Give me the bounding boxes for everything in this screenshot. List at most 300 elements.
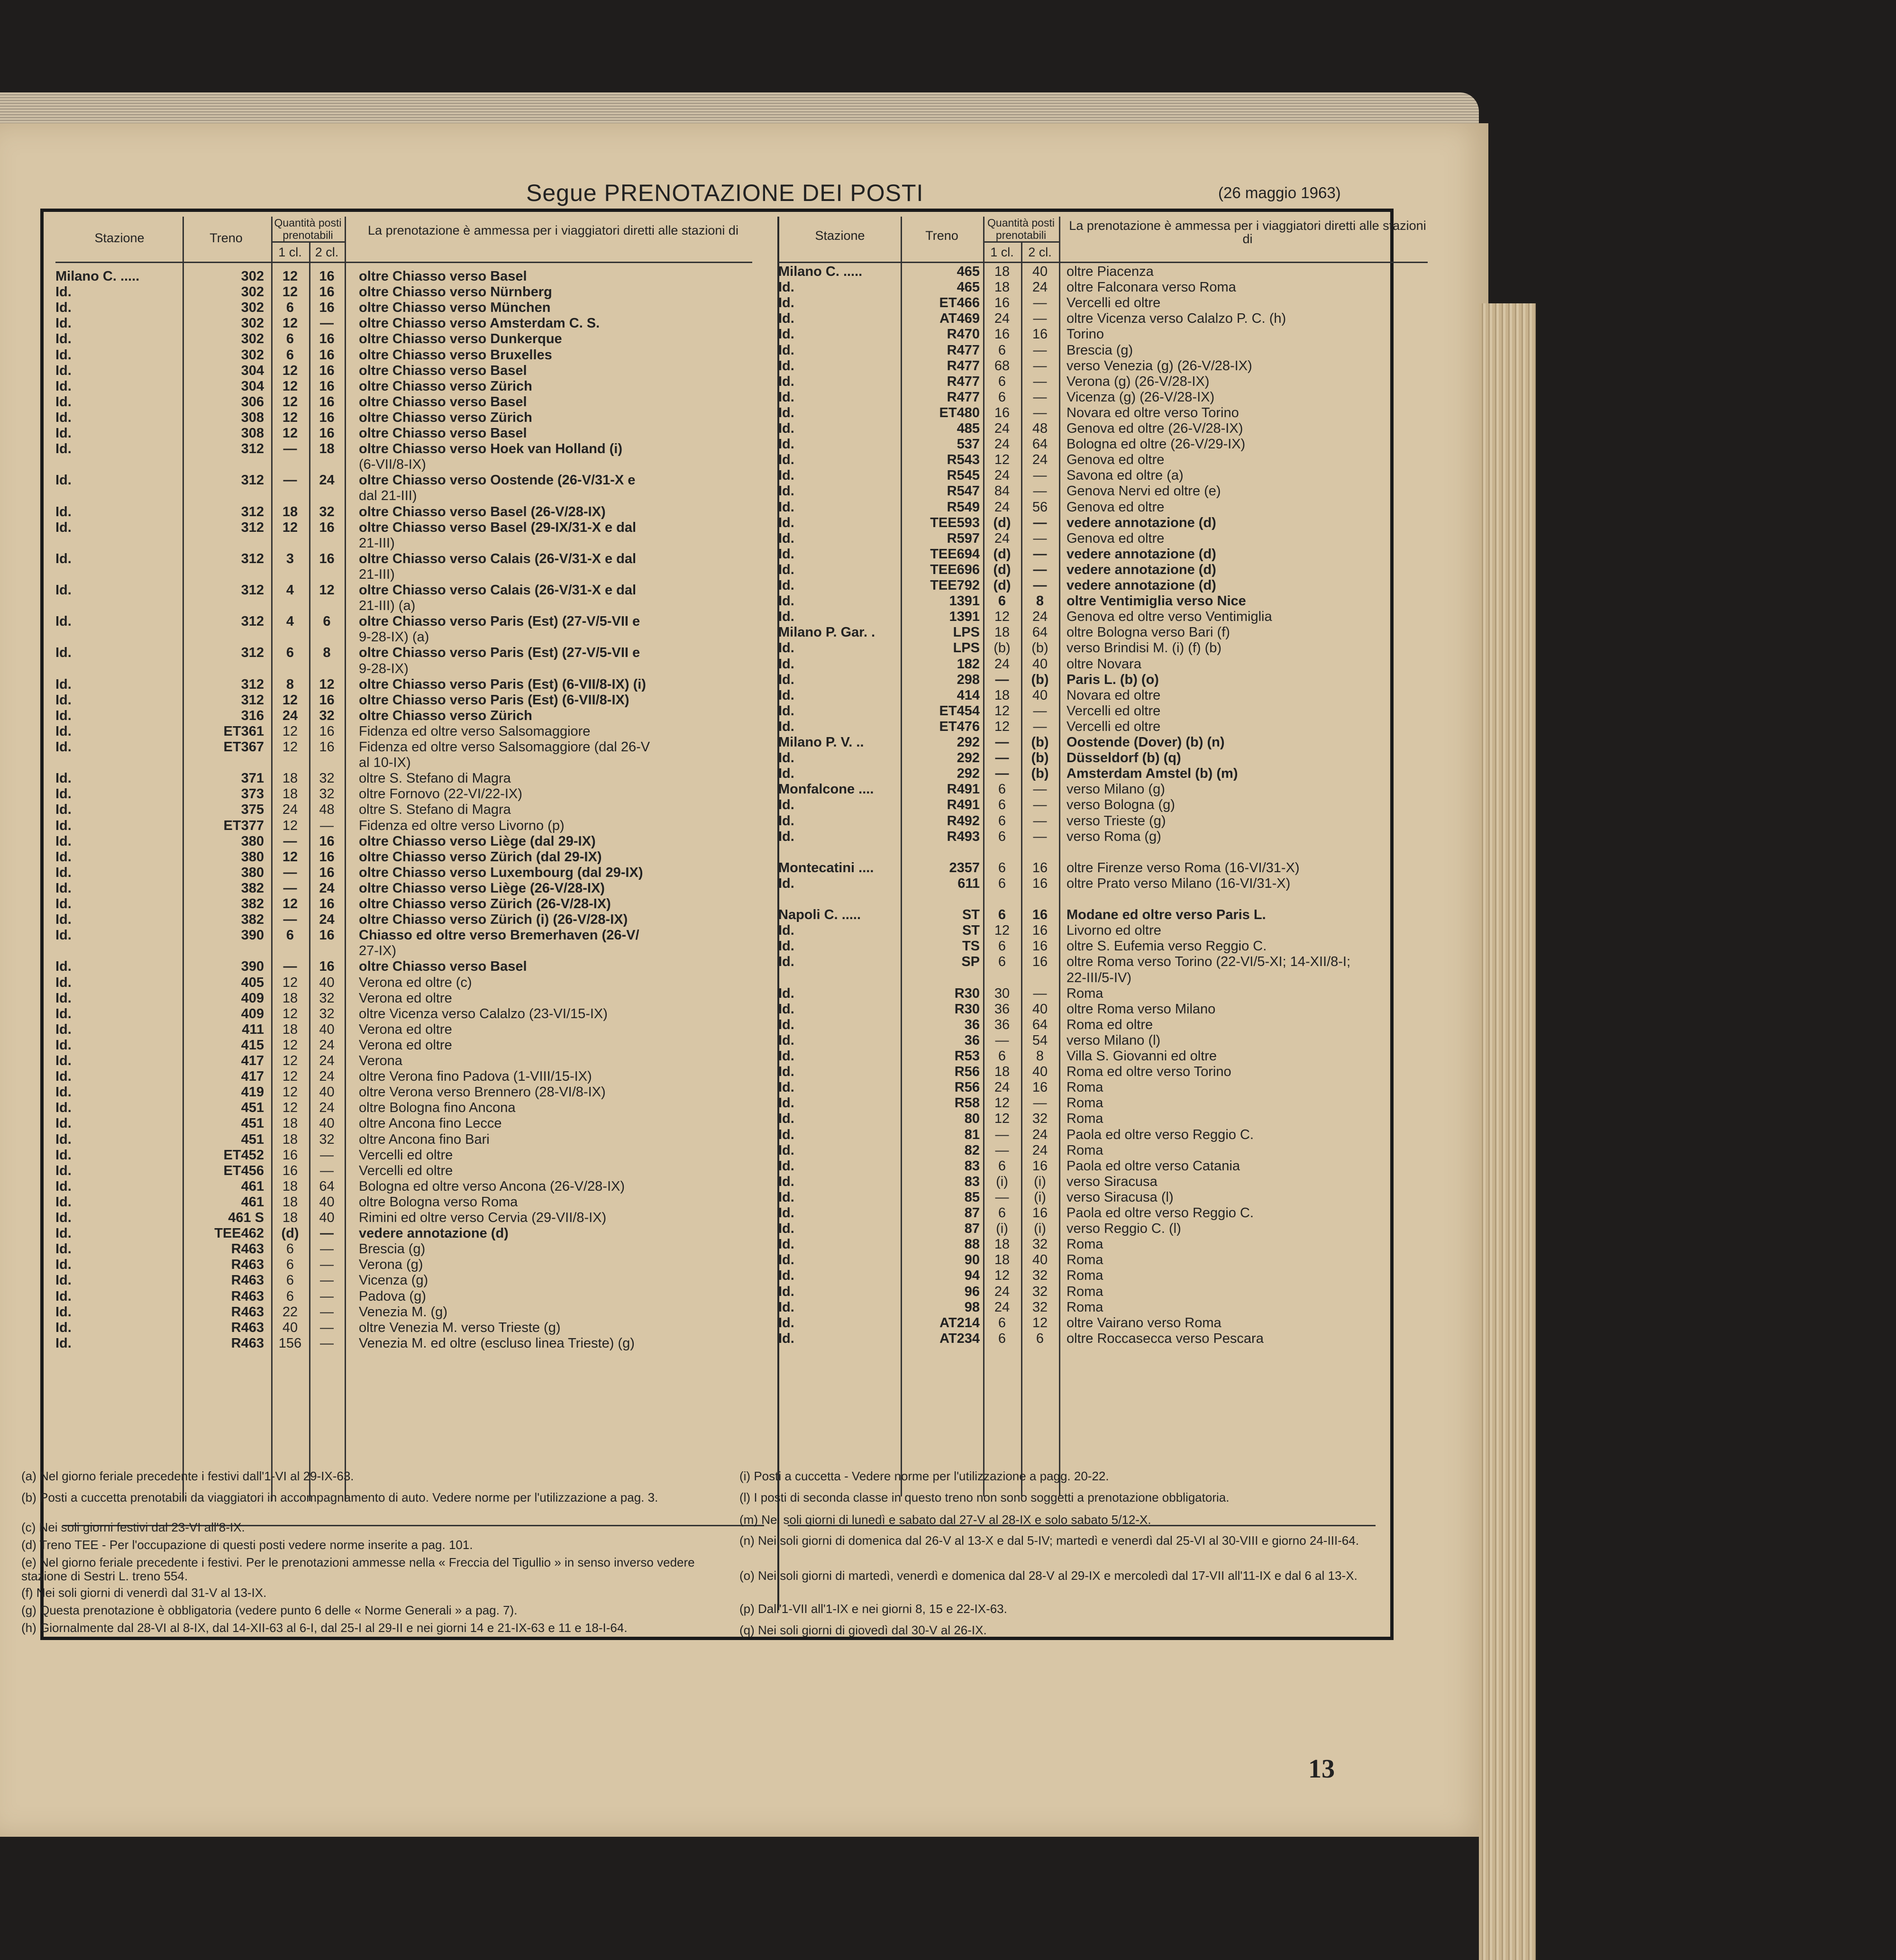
class2-cell: 48 [1032,421,1048,436]
destination-cell: oltre Chiasso verso Basel (26-V/28-IX) [359,504,606,520]
train-cell: SP [961,954,980,970]
destination-cell: Novara ed oltre [1066,687,1161,703]
class2-cell: (b) [1031,766,1049,782]
class1-cell: 12 [994,719,1010,734]
destination-cell: Fidenza ed oltre verso Livorno (p) [359,818,565,833]
class1-cell: 12 [994,1095,1010,1111]
footnote: (f) Nei soli giorni di venerdì dal 31-V al 13-IX. [21,1586,267,1600]
destination-cell: verso Trieste (g) [1066,813,1166,829]
class1-cell: 18 [282,786,298,802]
class2-cell: 16 [1032,923,1048,939]
reservation-table-frame [40,209,1426,1640]
class1-cell: 18 [994,687,1010,703]
class2-cell: — [1033,797,1047,813]
class1-cell: — [283,833,297,849]
destination-cell: Novara ed oltre verso Torino [1066,405,1239,420]
destination-cell: Verona ed oltre [359,1037,452,1053]
station-cell: Id. [778,311,794,327]
station-cell: Id. [55,1037,72,1053]
destination-cell: verso Roma (g) [1066,829,1161,844]
class1-cell: 24 [282,708,298,723]
class2-cell: 32 [319,504,335,520]
class1-cell: 6 [998,1205,1006,1221]
class1-cell: 6 [286,1288,294,1304]
class2-cell: — [1033,483,1047,499]
train-cell: 390 [241,928,264,943]
train-cell: R547 [947,483,980,499]
class2-cell: 16 [319,739,335,755]
destination-cell: oltre Ancona fino Bari [359,1131,490,1147]
station-cell: Id. [55,1304,72,1320]
class2-cell: 16 [319,300,335,316]
train-cell: 316 [241,708,264,723]
footnote: (b) Posti a cuccetta prenotabili da viaggiatori in accompagnamento di auto. Vedere norme per l'utilizzazione a pag. 3. [21,1490,658,1504]
destination-cell: oltre Vairano verso Roma [1066,1315,1221,1331]
station-cell: Id. [778,656,794,672]
station-cell: Id. [778,562,794,577]
header-admission: La prenotazione è ammessa per i viaggiatori diretti alle stazioni di [1069,219,1426,246]
class1-cell: (d) [993,562,1011,577]
header-station: Stazione [94,231,145,245]
class1-cell: 12 [282,269,298,284]
class1-cell: 18 [282,1210,298,1225]
station-cell: Id. [778,750,794,766]
station-cell: Id. [778,1221,794,1237]
class1-cell: 12 [282,394,298,410]
destination-cell: Modane ed oltre verso Paris L. [1066,907,1266,923]
destination-cell: oltre Roma verso Torino (22-VI/5-XI; 14-XII/8-I; [1066,954,1351,970]
class1-cell: 4 [286,614,294,629]
destination-cell: Roma [1066,1299,1103,1315]
destination-cell: Roma ed oltre verso Torino [1066,1064,1231,1080]
class1-cell: 18 [282,504,298,520]
class1-cell: 18 [282,1194,298,1210]
class2-cell: 40 [1032,656,1048,672]
class1-cell: 18 [282,1116,298,1131]
page-fore-edge [1479,303,1536,1960]
destination-cell: Genova ed oltre [1066,452,1165,468]
station-cell: Milano C. ..... [55,269,140,284]
destination-cell: oltre Chiasso verso Hoek van Holland (i) [359,441,622,457]
class2-cell: 6 [323,614,331,629]
station-cell: Id. [778,1315,794,1331]
class1-cell: 24 [994,437,1010,452]
class2-cell: 40 [319,1210,335,1225]
class1-cell: (d) [993,578,1011,593]
class1-cell: 6 [286,928,294,943]
station-cell: Id. [55,410,72,425]
class2-cell: — [1033,703,1047,719]
train-cell: 80 [964,1111,980,1127]
footnote: (d) Treno TEE - Per l'occupazione di questi posti vedere norme inserite a pag. 101. [21,1538,473,1552]
train-cell: 417 [241,1053,264,1068]
train-cell: 302 [241,316,264,331]
class2-cell: — [320,1273,334,1288]
destination-cell: oltre Chiasso verso Basel [359,426,527,441]
footnote: (n) Nei soli giorni di domenica dal 26-V al 13-X e dal 5-IV; martedì e venerdì dal 25-VI al 30-VIII e giorno 24-III-64. [739,1533,1359,1548]
destination-cell: Verona ed oltre (c) [359,975,472,990]
class2-cell: 32 [1032,1237,1048,1252]
destination-cell: oltre Chiasso verso München [359,300,551,316]
class2-cell: 24 [1032,452,1048,468]
class1-cell: 12 [282,410,298,425]
class2-cell: 40 [319,1116,335,1131]
destination-cell: Roma [1066,1095,1103,1111]
class2-cell: — [320,1257,334,1273]
station-cell: Id. [55,802,72,818]
class1-cell: 12 [994,1111,1010,1127]
destination-cell: oltre Bologna fino Ancona [359,1100,516,1116]
destination-cell: oltre Chiasso verso Zürich (dal 29-IX) [359,849,602,865]
train-cell: 36 [964,1032,980,1048]
train-cell: 380 [241,865,264,880]
destination-cell: oltre Chiasso verso Calais (26-V/31-X e dal [359,551,637,566]
destination-cell: vedere annotazione (d) [1066,546,1216,562]
class1-cell: 22 [282,1304,298,1320]
class2-cell: (i) [1034,1221,1046,1237]
station-cell: Id. [55,1069,72,1085]
destination-cell: 9-28-IX) (a) [359,629,429,645]
train-cell: ST [962,923,980,939]
class2-cell: — [320,1226,334,1241]
station-cell: Id. [778,593,794,609]
train-cell: 485 [957,421,980,436]
destination-cell: oltre Chiasso verso Dunkerque [359,331,562,347]
page-title: Segue PRENOTAZIONE DEI POSTI [526,180,924,206]
class1-cell: 12 [282,896,298,912]
class2-cell: — [320,316,334,331]
class1-cell: 24 [994,1080,1010,1095]
class1-cell: — [283,959,297,975]
destination-cell: Vicenza (g) (26-V/28-IX) [1066,389,1215,405]
station-cell: Id. [55,896,72,912]
header-class1: 1 cl. [990,245,1014,259]
station-cell: Id. [778,609,794,625]
class1-cell: 6 [286,347,294,363]
train-cell: R493 [947,829,980,844]
station-cell: Id. [778,483,794,499]
destination-cell: oltre Venezia M. verso Trieste (g) [359,1320,561,1335]
class2-cell: — [1033,342,1047,358]
station-cell: Id. [55,1116,72,1131]
destination-cell: oltre Chiasso verso Liège (26-V/28-IX) [359,880,605,896]
class2-cell: 40 [319,975,335,990]
class2-cell: 24 [319,473,335,488]
destination-cell: oltre Ventimiglia verso Nice [1066,593,1246,609]
train-cell: 465 [957,280,980,295]
class2-cell: 16 [319,928,335,943]
train-cell: 390 [241,959,264,975]
destination-cell: 9-28-IX) [359,661,409,676]
class1-cell: 40 [282,1320,298,1335]
station-cell: Id. [778,1284,794,1299]
train-cell: R463 [231,1288,264,1304]
class2-cell: 32 [319,1131,335,1147]
class2-cell: 24 [319,1053,335,1068]
train-cell: 83 [964,1158,980,1174]
class2-cell: 40 [1032,1001,1048,1017]
class1-cell: 6 [998,829,1006,844]
destination-cell: 27-IX) [359,943,396,959]
station-cell: Id. [778,437,794,452]
class2-cell: 48 [319,802,335,818]
destination-cell: oltre Chiasso verso Calais (26-V/31-X e dal [359,583,637,598]
station-cell: Id. [55,990,72,1006]
train-cell: R545 [947,468,980,483]
destination-cell: Vercelli ed oltre [1066,295,1161,311]
station-cell: Id. [778,640,794,656]
train-cell: 87 [964,1205,980,1221]
train-cell: 371 [241,771,264,786]
train-cell: 312 [241,583,264,598]
train-cell: TEE462 [214,1226,264,1241]
class2-cell: — [1033,546,1047,562]
train-cell: 405 [241,975,264,990]
destination-cell: Fidenza ed oltre verso Salsomaggiore [359,723,591,739]
destination-cell: oltre Chiasso verso Bruxelles [359,347,552,363]
class2-cell: 16 [319,347,335,363]
class2-cell: — [320,1241,334,1257]
class2-cell: 24 [319,1100,335,1116]
train-cell: ET466 [939,295,980,311]
class1-cell: 12 [282,316,298,331]
station-cell: Id. [55,1021,72,1037]
class2-cell: 12 [319,583,335,598]
class2-cell: — [1033,578,1047,593]
class2-cell: (b) [1031,735,1049,750]
destination-cell: Verona (g) [359,1257,423,1273]
destination-cell: oltre Chiasso verso Zürich [359,378,532,394]
destination-cell: oltre Chiasso verso Basel [359,363,527,378]
station-cell: Id. [55,1178,72,1194]
station-cell: Id. [55,1100,72,1116]
destination-cell: Savona ed oltre (a) [1066,468,1184,483]
train-cell: R477 [947,342,980,358]
destination-cell: Verona [359,1053,402,1068]
class1-cell: 18 [994,280,1010,295]
station-cell: Id. [778,530,794,546]
train-cell: 451 [241,1116,264,1131]
class2-cell: — [1033,530,1047,546]
train-cell: 382 [241,896,264,912]
station-cell: Milano C. ..... [778,264,863,279]
destination-cell: verso Milano (l) [1066,1032,1161,1048]
train-cell: 465 [957,264,980,279]
class1-cell: — [995,766,1009,782]
class2-cell: 24 [319,1037,335,1053]
station-cell: Id. [778,1299,794,1315]
destination-cell: Fidenza ed oltre verso Salsomaggiore (dal 26-V [359,739,650,755]
station-cell: Id. [778,1095,794,1111]
class1-cell: 6 [998,1048,1006,1064]
class2-cell: 24 [1032,1142,1048,1158]
train-cell: AT234 [939,1331,980,1346]
class1-cell: 4 [286,583,294,598]
destination-cell: 21-III) [359,535,395,551]
station-cell: Milano P. V. .. [778,735,864,750]
station-cell: Id. [55,583,72,598]
station-cell: Id. [55,363,72,378]
train-cell: R477 [947,374,980,389]
train-cell: R491 [947,782,980,797]
station-cell: Id. [778,1032,794,1048]
train-cell: 1391 [949,609,980,625]
train-cell: 419 [241,1085,264,1100]
train-cell: ST [962,907,980,923]
destination-cell: oltre Chiasso verso Paris (Est) (6-VII/8-IX) (i) [359,676,646,692]
class2-cell: — [1033,374,1047,389]
header-train: Treno [925,228,958,243]
class1-cell: 12 [282,363,298,378]
class1-cell: (d) [993,515,1011,530]
class2-cell: 16 [319,520,335,535]
class2-cell: (b) [1031,750,1049,766]
destination-cell: oltre Chiasso verso Zürich (26-V/28-IX) [359,896,611,912]
train-cell: TEE694 [930,546,980,562]
train-cell: 312 [241,520,264,535]
station-cell: Id. [55,1335,72,1351]
class1-cell: 24 [994,311,1010,327]
class1-cell: (b) [994,640,1011,656]
class2-cell: 24 [319,1069,335,1085]
class1-cell: — [995,735,1009,750]
class1-cell: 84 [994,483,1010,499]
class2-cell: 16 [319,849,335,865]
destination-cell: vedere annotazione (d) [359,1226,509,1241]
train-cell: 88 [964,1237,980,1252]
destination-cell: vedere annotazione (d) [1066,578,1216,593]
station-cell: Id. [55,1273,72,1288]
destination-cell: Torino [1066,327,1104,342]
destination-cell: verso Siracusa (l) [1066,1189,1174,1205]
class2-cell: 16 [319,378,335,394]
class2-cell: 24 [1032,280,1048,295]
destination-cell: oltre Chiasso verso Oostende (26-V/31-X e [359,473,636,488]
class1-cell: 12 [994,609,1010,625]
train-cell: TEE593 [930,515,980,530]
destination-cell: Padova (g) [359,1288,426,1304]
class2-cell: 40 [1032,264,1048,279]
class2-cell: 16 [319,833,335,849]
station-cell: Id. [55,1257,72,1273]
station-cell: Id. [778,327,794,342]
class1-cell: 8 [286,676,294,692]
class1-cell: 18 [994,1237,1010,1252]
destination-cell: Venezia M. ed oltre (escluso linea Trieste) (g) [359,1335,635,1351]
station-cell: Id. [778,719,794,734]
station-cell: Id. [778,1064,794,1080]
header-quantity: Quantità posti prenotabili [274,217,342,241]
train-cell: 411 [242,1021,264,1037]
station-cell: Id. [778,1268,794,1284]
destination-cell: verso Siracusa [1066,1174,1158,1189]
class2-cell: 24 [1032,609,1048,625]
class2-cell: — [1033,985,1047,1001]
class1-cell: — [995,750,1009,766]
station-cell: Id. [55,1085,72,1100]
train-cell: 380 [241,833,264,849]
train-cell: AT469 [939,311,980,327]
train-cell: R463 [231,1304,264,1320]
class2-cell: 16 [1032,1158,1048,1174]
station-cell: Id. [778,703,794,719]
train-cell: 302 [241,269,264,284]
destination-cell: Chiasso ed oltre verso Bremerhaven (26-V/ [359,928,639,943]
station-cell: Id. [55,928,72,943]
class1-cell: 6 [998,813,1006,829]
header-class1: 1 cl. [278,245,302,259]
train-cell: 302 [241,284,264,300]
destination-cell: Vercelli ed oltre [1066,703,1161,719]
train-cell: 82 [964,1142,980,1158]
class2-cell: — [320,1304,334,1320]
class1-cell: 12 [282,692,298,708]
station-cell: Id. [778,1331,794,1346]
train-cell: 409 [241,1006,264,1021]
station-cell: Id. [55,1226,72,1241]
train-cell: 373 [241,786,264,802]
destination-cell: 22-III/5-IV) [1066,970,1131,985]
train-cell: 611 [957,875,980,891]
destination-cell: oltre Fornovo (22-VI/22-IX) [359,786,522,802]
class2-cell: — [320,1147,334,1163]
class2-cell: 16 [319,865,335,880]
train-cell: 451 [241,1100,264,1116]
class1-cell: 12 [282,1053,298,1068]
station-cell: Id. [778,687,794,703]
train-cell: 312 [241,614,264,629]
header-train: Treno [210,231,243,245]
destination-cell: oltre Piacenza [1066,264,1154,279]
class2-cell: 32 [1032,1268,1048,1284]
train-cell: 81 [964,1127,980,1142]
train-cell: R543 [947,452,980,468]
station-cell: Id. [55,284,72,300]
station-cell: Id. [778,342,794,358]
train-cell: AT214 [939,1315,980,1331]
station-cell: Id. [778,797,794,813]
train-cell: 302 [241,300,264,316]
station-cell: Id. [778,813,794,829]
train-cell: ET454 [939,703,980,719]
class2-cell: 6 [1036,1331,1044,1346]
train-cell: R463 [231,1320,264,1335]
class2-cell: 16 [1032,875,1048,891]
class2-cell: 18 [319,441,335,457]
class1-cell: — [995,1032,1009,1048]
destination-cell: Paola ed oltre verso Reggio C. [1066,1205,1254,1221]
destination-cell: oltre Verona verso Brennero (28-VI/8-IX) [359,1085,606,1100]
station-cell: Id. [778,1048,794,1064]
station-cell: Id. [778,1080,794,1095]
class1-cell: 6 [998,954,1006,970]
class1-cell: 18 [282,990,298,1006]
destination-cell: verso Brindisi M. (i) (f) (b) [1066,640,1222,656]
class1-cell: 6 [998,860,1006,875]
train-cell: 94 [964,1268,980,1284]
destination-cell: Genova ed oltre (26-V/28-IX) [1066,421,1243,436]
class2-cell: 24 [1032,1127,1048,1142]
class2-cell: 16 [319,896,335,912]
destination-cell: Düsseldorf (b) (q) [1066,750,1181,766]
class2-cell: — [1033,1095,1047,1111]
station-cell: Id. [55,975,72,990]
class1-cell: 6 [998,1331,1006,1346]
class1-cell: 6 [998,782,1006,797]
station-cell: Id. [55,441,72,457]
train-cell: 414 [957,687,980,703]
class2-cell: — [320,1288,334,1304]
